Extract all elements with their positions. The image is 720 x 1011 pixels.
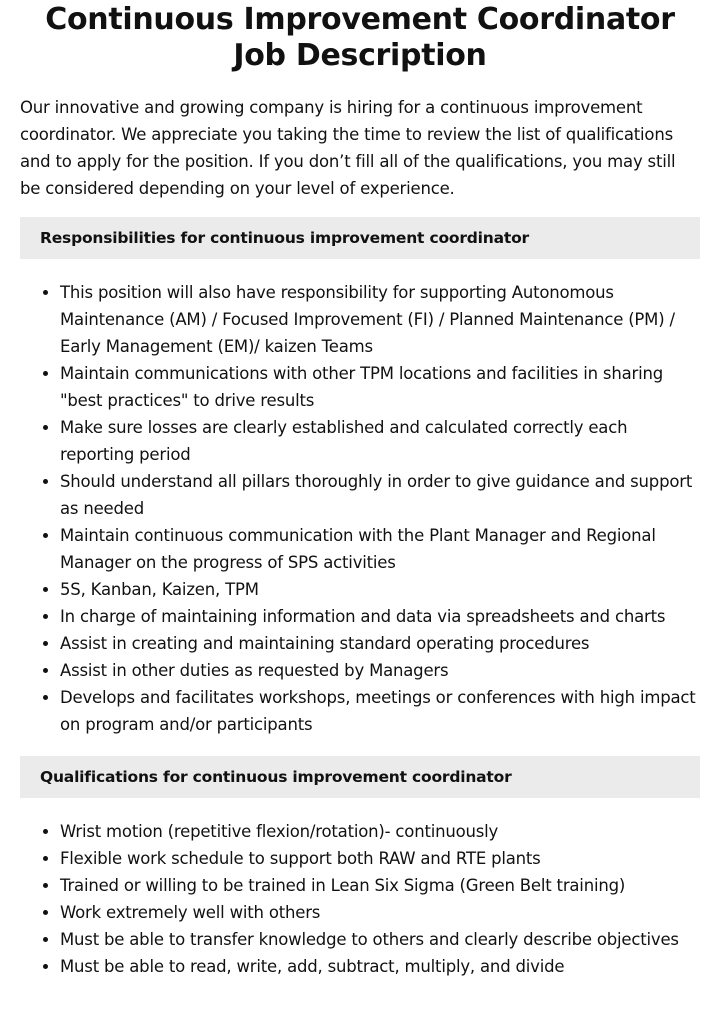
- responsibilities-heading: Responsibilities for continuous improvement coordinator: [20, 217, 700, 259]
- list-item: • Flexible work schedule to support both RAW and RTE plants: [60, 845, 700, 872]
- list-item: • Assist in creating and maintaining standard operating procedures: [60, 630, 700, 657]
- qualifications-heading: Qualifications for continuous improvement coordinator: [20, 756, 700, 798]
- list-item: • Develops and facilitates workshops, meetings or conferences with high impact on program and/or participants: [60, 684, 700, 738]
- page-title: Continuous Improvement Coordinator Job Description: [45, 2, 675, 73]
- list-item: • Maintain continuous communication with the Plant Manager and Regional Manager on the progress of SPS activities: [60, 522, 700, 576]
- list-item: • Should understand all pillars thoroughly in order to give guidance and support as needed: [60, 468, 700, 522]
- qualifications-list: [20, 818, 700, 980]
- list-item: • Must be able to transfer knowledge to others and clearly describe objectives: [60, 926, 700, 953]
- list-item: • Wrist motion (repetitive flexion/rotation)- continuously: [60, 818, 700, 845]
- list-item: • Make sure losses are clearly established and calculated correctly each reporting period: [60, 414, 700, 468]
- list-item: • Trained or willing to be trained in Lean Six Sigma (Green Belt training): [60, 872, 700, 899]
- responsibilities-list: [20, 279, 700, 738]
- list-item: • In charge of maintaining information and data via spreadsheets and charts: [60, 603, 700, 630]
- list-item: • Must be able to read, write, add, subtract, multiply, and divide: [60, 953, 700, 980]
- list-item: • Work extremely well with others: [60, 899, 700, 926]
- list-item: • Maintain communications with other TPM locations and facilities in sharing "best practices" to drive results: [60, 360, 700, 414]
- list-item: • Assist in other duties as requested by Managers: [60, 657, 700, 684]
- list-item: • 5S, Kanban, Kaizen, TPM: [60, 576, 700, 603]
- list-item: • This position will also have responsibility for supporting Autonomous Maintenance (AM) / Focused Improvement (FI) / Planned Maintenance (PM) / Early Management (EM)/ kaizen Teams: [60, 279, 700, 360]
- intro-paragraph: Our innovative and growing company is hiring for a continuous improvement coordinator. We appreciate you taking the time to review the list of qualifications and to apply for the position. If you don’t fill all of the qualifications, you may still be considered depending on your level of experience.: [20, 98, 676, 198]
